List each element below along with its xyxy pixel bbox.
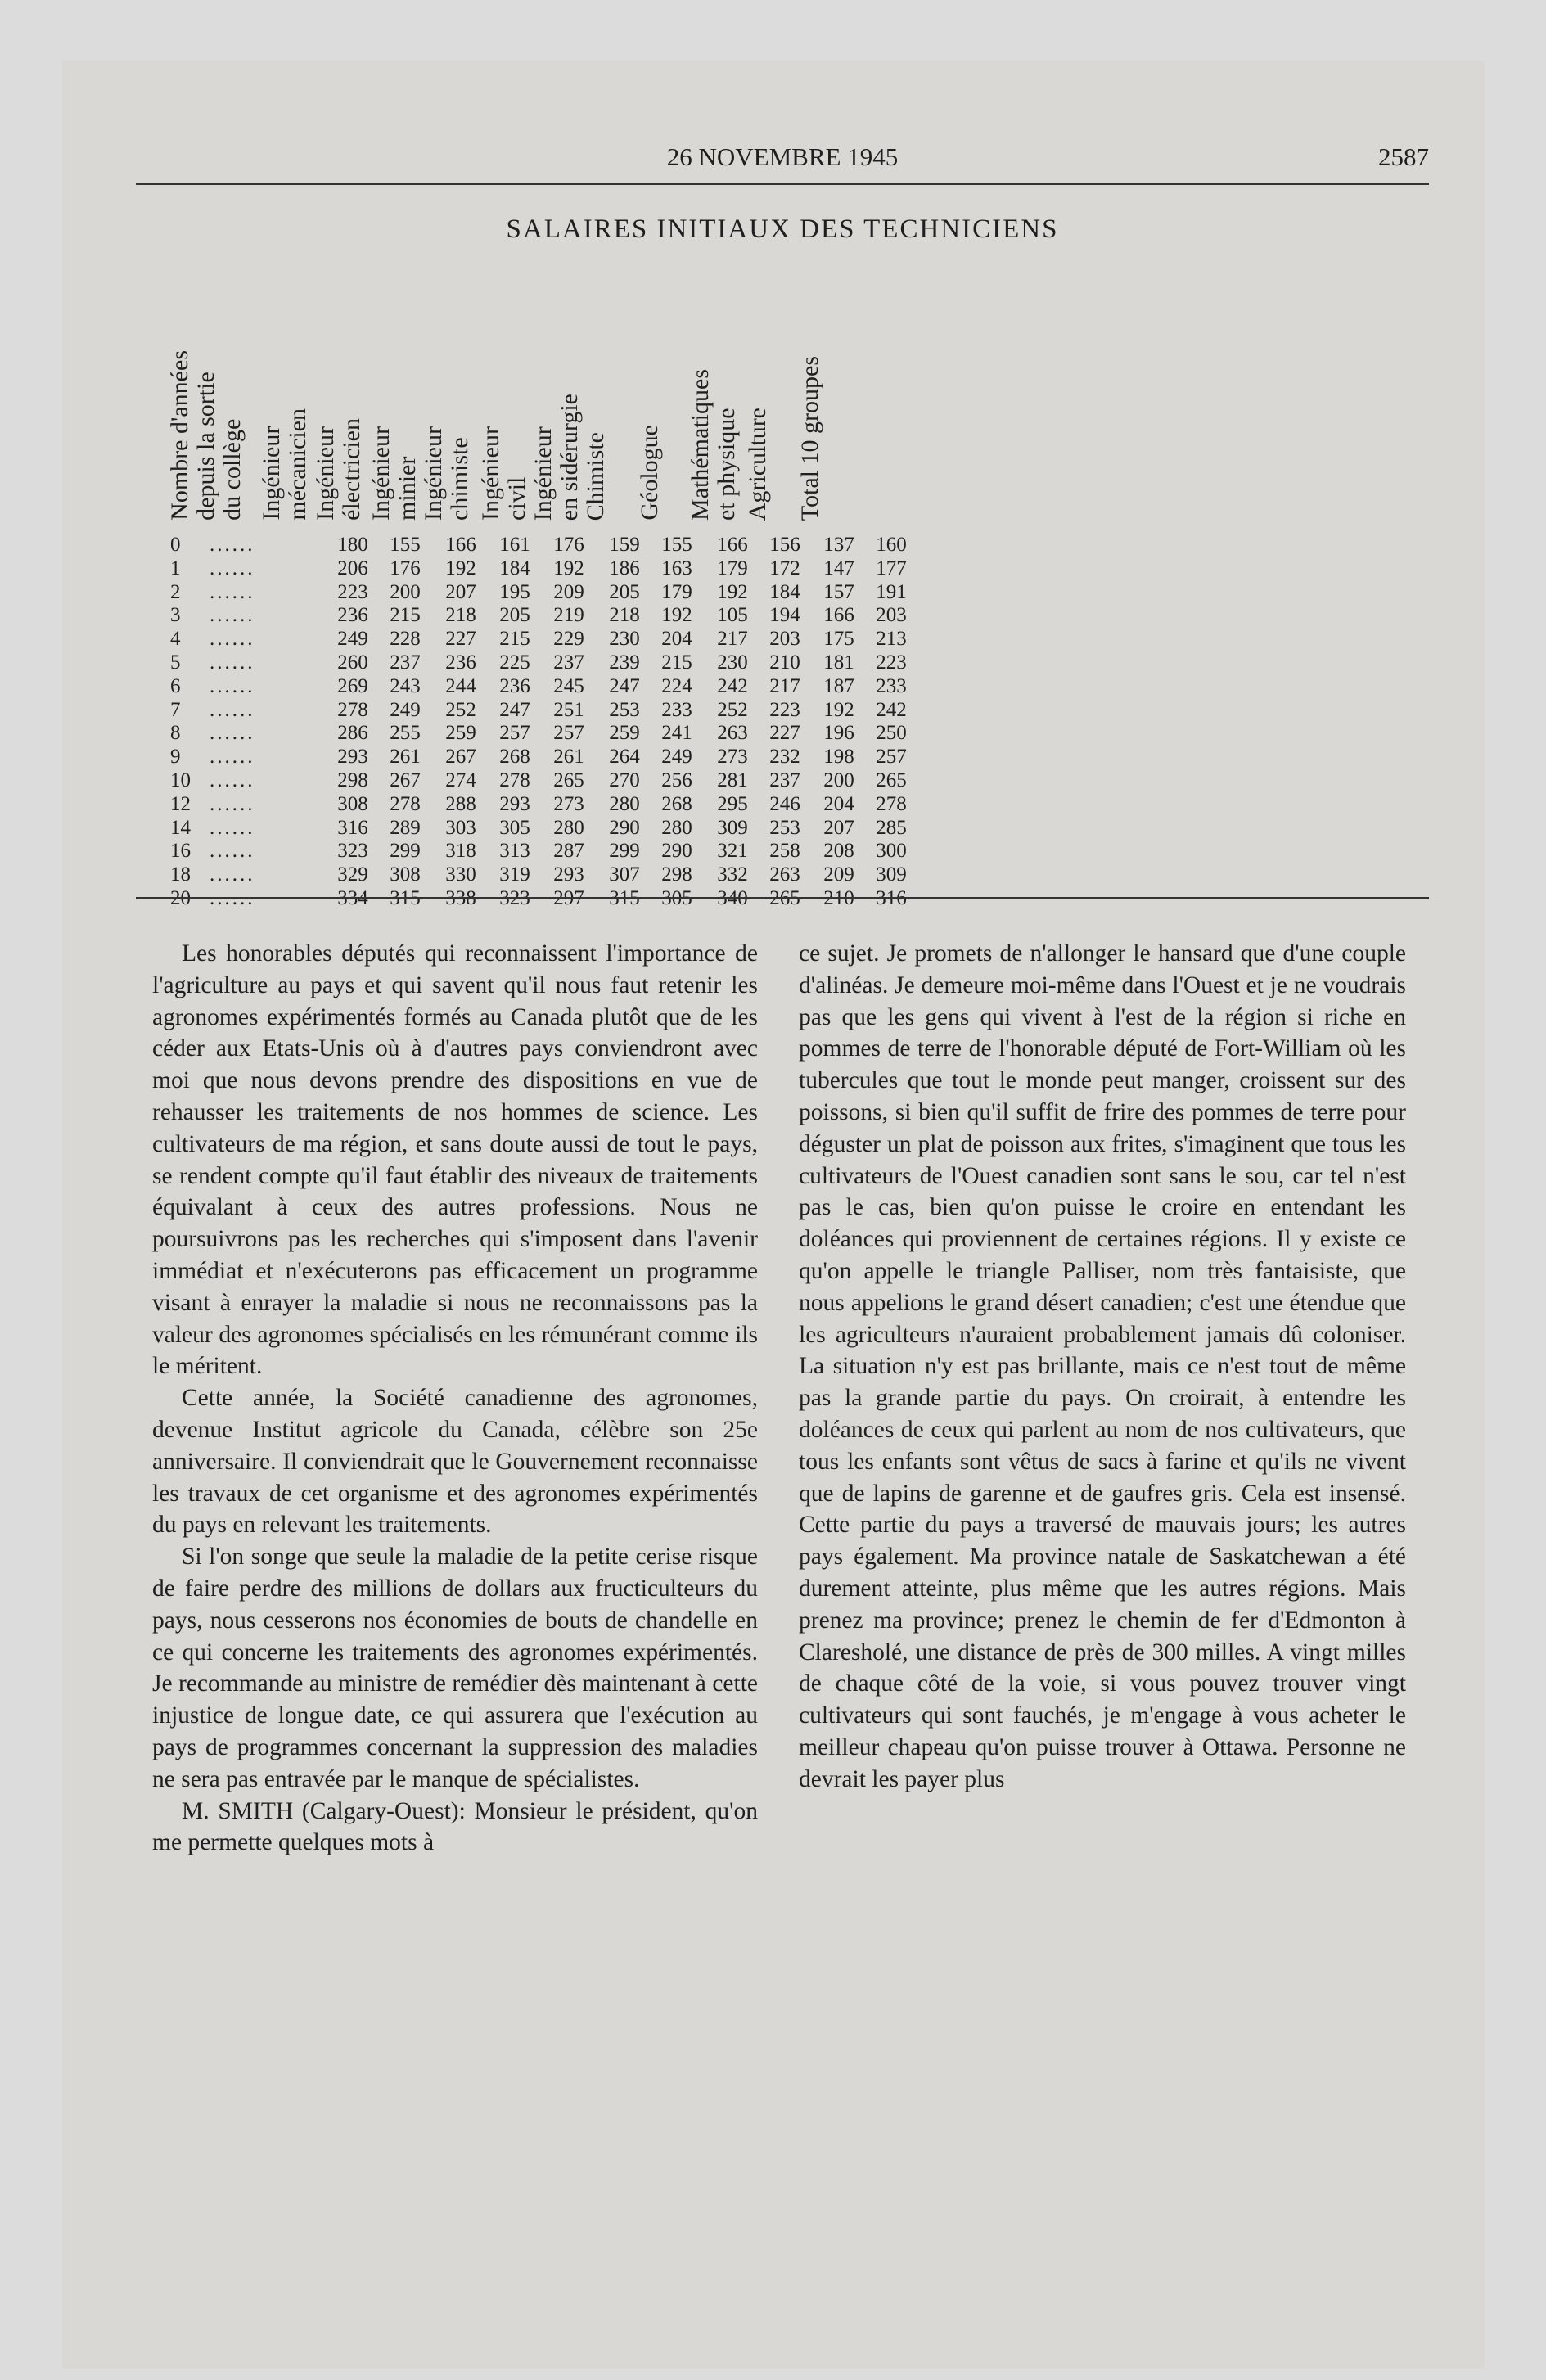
salary-cell: 267 <box>445 746 476 769</box>
salary-cell: 242 <box>717 674 748 697</box>
salary-cell: 245 <box>553 674 584 697</box>
leader-dots: ...... <box>210 746 255 769</box>
years-cell: 7 <box>170 698 181 721</box>
salary-cell: 166 <box>823 604 854 627</box>
salary-cell: 184 <box>499 557 530 579</box>
salary-cell: 230 <box>609 628 640 651</box>
salary-cell: 206 <box>337 557 368 579</box>
salary-cell: 290 <box>609 816 640 839</box>
salary-cell: 321 <box>717 840 748 863</box>
salary-cell: 192 <box>717 580 748 603</box>
salary-cell: 293 <box>499 792 530 815</box>
salary-cell: 223 <box>876 651 907 674</box>
years-cell: 16 <box>170 840 191 863</box>
salary-cell: 285 <box>876 816 907 839</box>
salary-cell: 307 <box>609 863 640 886</box>
salary-cell: 208 <box>823 840 854 863</box>
salary-cell: 218 <box>609 604 640 627</box>
salary-cell: 200 <box>390 580 421 603</box>
leader-dots: ...... <box>210 722 255 745</box>
salary-cell: 315 <box>609 887 640 909</box>
table-row <box>62 699 1485 722</box>
column-header: Total 10 groupes <box>796 355 823 521</box>
salary-cell: 334 <box>337 887 368 909</box>
salary-cell: 179 <box>717 557 748 579</box>
salary-cell: 265 <box>769 887 800 909</box>
salary-cell: 280 <box>609 792 640 815</box>
paragraph: ce sujet. Je promets de n'allonger le hansard que d'une couple d'alinéas. Je demeure moi-même dans l'Ouest et je ne voudrais pas que les gens qui vivent à l'est de la région si riche en pommes de terre de l'honorable député de Fort-William où les tubercules que tout le monde peut manger, croissent sur des poissons, si bien qu'il suffit de frire des pommes de terre pour déguster un plat de poisson aux frites, s'imaginent que tous les cultivateurs de l'Ouest canadien sont sans le sou, car tel n'est pas le cas, bien qu'on puisse le croire en entendant les doléances qui proviennent de certaines régions. Il y existe ce qu'on appelle le triangle Palliser, nom très fantaisiste, que nous appelions le grand désert canadien; c'est une étendue que les agriculteurs n'auraient probablement jamais dû coloniser. La situation n'y est pas brillante, mais ce n'est tout de même pas la grande partie du pays. On croirait, à entendre les doléances de ceux qui parlent au nom de nos cultivateurs, que tous les enfants sont vêtus de sacs à farine et qu'ils ne vivent que de lapins de garenne et de gaufres gris. Cela est insensé. Cette partie du pays a traversé de mauvais jours; les autres pays également. Ma province natale de Saskatchewan a été durement atteinte, plus même que les autres régions. Mais prenez ma province; prenez le chemin de fer d'Edmonton à Claresholé, une distance de près de 300 milles. A vingt milles de chaque côté de la voie, si vous pouvez trouver vingt cultivateurs qui sont fauchés, je m'engage à vous acheter le meilleur chapeau qu'on puisse trouver à Ottawa. Personne ne devrait les payer plus <box>799 940 1406 1792</box>
column-header: Ingénieur électricien <box>312 418 365 521</box>
salary-cell: 288 <box>445 792 476 815</box>
salary-cell: 278 <box>876 792 907 815</box>
salary-cell: 247 <box>499 698 530 721</box>
salary-cell: 209 <box>823 863 854 886</box>
salary-cell: 186 <box>609 557 640 579</box>
salary-cell: 205 <box>499 604 530 627</box>
salary-cell: 332 <box>717 863 748 886</box>
salary-cell: 192 <box>445 557 476 579</box>
salary-cell: 242 <box>876 698 907 721</box>
salary-cell: 257 <box>499 722 530 745</box>
salary-cell: 286 <box>337 722 368 745</box>
salary-cell: 329 <box>337 863 368 886</box>
salary-cell: 187 <box>823 674 854 697</box>
salary-cell: 204 <box>661 628 692 651</box>
salary-cell: 257 <box>553 722 584 745</box>
years-cell: 9 <box>170 746 181 769</box>
salary-cell: 191 <box>876 580 907 603</box>
salary-cell: 159 <box>609 534 640 556</box>
salary-cell: 273 <box>553 792 584 815</box>
salary-cell: 172 <box>769 557 800 579</box>
leader-dots: ...... <box>210 628 255 651</box>
salary-cell: 244 <box>445 674 476 697</box>
salary-cell: 177 <box>876 557 907 579</box>
years-cell: 6 <box>170 674 181 697</box>
salary-cell: 198 <box>823 746 854 769</box>
page-number: 2587 <box>1378 142 1429 171</box>
salary-cell: 209 <box>553 580 584 603</box>
salary-cell: 195 <box>499 580 530 603</box>
salary-cell: 176 <box>553 534 584 556</box>
salary-cell: 205 <box>609 580 640 603</box>
salary-cell: 239 <box>609 651 640 674</box>
salary-cell: 298 <box>661 863 692 886</box>
table-title: SALAIRES INITIAUX DES TECHNICIENS <box>506 214 1059 244</box>
salary-cell: 204 <box>823 792 854 815</box>
salary-cell: 156 <box>769 534 800 556</box>
years-cell: 4 <box>170 628 181 651</box>
salary-cell: 241 <box>661 722 692 745</box>
salary-cell: 298 <box>337 769 368 791</box>
salary-cell: 230 <box>717 651 748 674</box>
salary-cell: 247 <box>609 674 640 697</box>
salary-cell: 309 <box>717 816 748 839</box>
salary-cell: 215 <box>661 651 692 674</box>
salary-cell: 300 <box>876 840 907 863</box>
salary-cell: 250 <box>876 722 907 745</box>
salary-cell: 260 <box>337 651 368 674</box>
salary-cell: 215 <box>390 604 421 627</box>
leader-dots: ...... <box>210 557 255 579</box>
salary-cell: 225 <box>499 651 530 674</box>
salary-cell: 229 <box>553 628 584 651</box>
salary-cell: 293 <box>553 863 584 886</box>
table-row <box>62 722 1485 745</box>
salary-cell: 299 <box>609 840 640 863</box>
salary-cell: 274 <box>445 769 476 791</box>
salary-cell: 236 <box>445 651 476 674</box>
leader-dots: ...... <box>210 792 255 815</box>
years-cell: 18 <box>170 863 191 886</box>
salary-cell: 181 <box>823 651 854 674</box>
salary-cell: 252 <box>717 698 748 721</box>
salary-cell: 249 <box>661 746 692 769</box>
salary-cell: 273 <box>717 746 748 769</box>
salary-cell: 237 <box>553 651 584 674</box>
paragraph: Si l'on songe que seule la maladie de la petite cerise risque de faire perdre des millions de dollars aux fructiculteurs du pays, nous cesserons nos économies de bouts de chandelle en ce qui concerne les traitements des agronomes expérimentés. Je recommande au ministre de remédier dès maintenant à cette injustice de longue date, ce qui assurera que l'exécution au pays de programmes concernant la suppression des maladies ne sera pas entravée par le manque de spécialistes. <box>152 1544 758 1792</box>
salary-cell: 287 <box>553 840 584 863</box>
salary-cell: 215 <box>499 628 530 651</box>
salary-cell: 315 <box>390 887 421 909</box>
table-row <box>62 628 1485 651</box>
salary-cell: 318 <box>445 840 476 863</box>
salary-cell: 263 <box>717 722 748 745</box>
salary-cell: 330 <box>445 863 476 886</box>
years-cell: 12 <box>170 792 191 815</box>
salary-cell: 308 <box>337 792 368 815</box>
salary-cell: 105 <box>717 604 748 627</box>
salary-cell: 166 <box>445 534 476 556</box>
salary-cell: 237 <box>390 651 421 674</box>
salary-cell: 223 <box>337 580 368 603</box>
salary-cell: 281 <box>717 769 748 791</box>
salary-cell: 213 <box>876 628 907 651</box>
salary-cell: 289 <box>390 816 421 839</box>
salary-cell: 163 <box>661 557 692 579</box>
salary-cell: 192 <box>553 557 584 579</box>
salary-cell: 137 <box>823 534 854 556</box>
salary-cell: 210 <box>823 887 854 909</box>
leader-dots: ...... <box>210 769 255 791</box>
leader-dots: ...... <box>210 651 255 674</box>
salary-cell: 251 <box>553 698 584 721</box>
salary-cell: 308 <box>390 863 421 886</box>
column-header: Mathématiques et physique <box>687 369 740 521</box>
salary-cell: 297 <box>553 887 584 909</box>
leader-dots: ...... <box>210 887 255 909</box>
salary-cell: 155 <box>390 534 421 556</box>
salary-cell: 261 <box>390 746 421 769</box>
salary-cell: 232 <box>769 746 800 769</box>
salary-cell: 268 <box>499 746 530 769</box>
leader-dots: ...... <box>210 816 255 839</box>
table-row <box>62 557 1485 580</box>
salary-cell: 265 <box>553 769 584 791</box>
salary-cell: 203 <box>769 628 800 651</box>
salary-cell: 264 <box>609 746 640 769</box>
table-row <box>62 746 1485 769</box>
salary-cell: 305 <box>661 887 692 909</box>
salary-cell: 259 <box>609 722 640 745</box>
salary-cell: 265 <box>876 769 907 791</box>
salary-cell: 194 <box>769 604 800 627</box>
years-cell: 20 <box>170 887 191 909</box>
salary-cell: 316 <box>876 887 907 909</box>
years-cell: 5 <box>170 651 181 674</box>
salary-cell: 340 <box>717 887 748 909</box>
salary-cell: 160 <box>876 534 907 556</box>
paragraph: Les honorables députés qui reconnaissent l'importance de l'agriculture au pays et qui savent qu'il nous faut retenir les agronomes expérimentés formés au Canada plutôt que de les céder aux Etats-Unis où à d'autres pays conviendront avec moi que nous devons prendre des dispositions en vue de rehausser les traitements de nos hommes de science. Les cultivateurs de ma région, et sans doute aussi de tout le pays, se rendent compte qu'il faut établir des niveaux de traitements équivalant à ceux des autres professions. Nous ne poursuivrons pas les recherches qui s'imposent dans l'avenir immédiat et n'exécuterons pas efficacement un programme visant à enrayer la maladie si nous ne reconnaissons pas la valeur des agronomes spécialisés en les rémunérant comme ils le méritent. <box>152 940 758 1380</box>
salary-cell: 192 <box>661 604 692 627</box>
text-column-left <box>152 938 758 1859</box>
salary-cell: 227 <box>445 628 476 651</box>
years-cell: 10 <box>170 769 191 791</box>
text-column-right <box>799 938 1406 1796</box>
salary-cell: 243 <box>390 674 421 697</box>
column-header: Nombre d'années depuis la sortie du collège <box>166 350 246 521</box>
salary-cell: 155 <box>661 534 692 556</box>
salary-cell: 233 <box>661 698 692 721</box>
years-cell: 2 <box>170 580 181 603</box>
salary-cell: 236 <box>337 604 368 627</box>
salary-cell: 207 <box>823 816 854 839</box>
column-header: Ingénieur en sidérurgie <box>530 393 583 521</box>
table-row <box>62 817 1485 840</box>
table-row <box>62 840 1485 863</box>
table-row <box>62 604 1485 627</box>
salary-cell: 249 <box>390 698 421 721</box>
salary-cell: 257 <box>876 746 907 769</box>
table-column-headers <box>62 250 1485 521</box>
salary-cell: 147 <box>823 557 854 579</box>
leader-dots: ...... <box>210 580 255 603</box>
salary-cell: 309 <box>876 863 907 886</box>
years-cell: 0 <box>170 534 181 556</box>
paragraph: M. SMITH (Calgary-Ouest): Monsieur le président, qu'on me permette quelques mots à <box>152 1797 758 1856</box>
table-bottom-rule <box>136 897 1429 899</box>
salary-cell: 278 <box>390 792 421 815</box>
salary-cell: 258 <box>769 840 800 863</box>
salary-cell: 253 <box>609 698 640 721</box>
salary-cell: 166 <box>717 534 748 556</box>
years-cell: 1 <box>170 557 181 579</box>
leader-dots: ...... <box>210 674 255 697</box>
table-row <box>62 793 1485 816</box>
salary-cell: 338 <box>445 887 476 909</box>
table-row <box>62 675 1485 698</box>
salary-cell: 319 <box>499 863 530 886</box>
column-header: Ingénieur civil <box>477 426 530 521</box>
column-header: Géologue <box>636 425 663 521</box>
column-header: Ingénieur chimiste <box>420 426 473 521</box>
salary-cell: 323 <box>337 840 368 863</box>
salary-cell: 316 <box>337 816 368 839</box>
years-cell: 8 <box>170 722 181 745</box>
salary-cell: 217 <box>717 628 748 651</box>
leader-dots: ...... <box>210 534 255 556</box>
salary-cell: 299 <box>390 840 421 863</box>
salary-cell: 207 <box>445 580 476 603</box>
leader-dots: ...... <box>210 698 255 721</box>
salary-cell: 280 <box>553 816 584 839</box>
salary-cell: 184 <box>769 580 800 603</box>
salary-cell: 233 <box>876 674 907 697</box>
salary-cell: 270 <box>609 769 640 791</box>
column-header: Chimiste <box>582 431 609 521</box>
salary-cell: 259 <box>445 722 476 745</box>
salary-cell: 236 <box>499 674 530 697</box>
salary-cell: 268 <box>661 792 692 815</box>
salary-cell: 267 <box>390 769 421 791</box>
header-date: 26 NOVEMBRE 1945 <box>666 142 899 171</box>
salary-cell: 246 <box>769 792 800 815</box>
column-header: Ingénieur mécanicien <box>258 408 311 521</box>
salary-cell: 253 <box>769 816 800 839</box>
years-cell: 3 <box>170 604 181 627</box>
salary-cell: 255 <box>390 722 421 745</box>
table-row <box>62 769 1485 792</box>
table-row <box>62 581 1485 604</box>
salary-cell: 175 <box>823 628 854 651</box>
salary-cell: 256 <box>661 769 692 791</box>
salary-cell: 323 <box>499 887 530 909</box>
salary-cell: 223 <box>769 698 800 721</box>
salary-cell: 269 <box>337 674 368 697</box>
salary-cell: 263 <box>769 863 800 886</box>
document-page <box>62 61 1485 2369</box>
salary-cell: 161 <box>499 534 530 556</box>
header-rule <box>136 183 1429 185</box>
salary-cell: 200 <box>823 769 854 791</box>
salary-cell: 157 <box>823 580 854 603</box>
salary-cell: 227 <box>769 722 800 745</box>
salary-cell: 192 <box>823 698 854 721</box>
salary-cell: 217 <box>769 674 800 697</box>
page-header <box>136 142 1429 175</box>
salary-cell: 180 <box>337 534 368 556</box>
column-header: Ingénieur minier <box>367 426 421 521</box>
table-row <box>62 534 1485 557</box>
leader-dots: ...... <box>210 863 255 886</box>
salary-cell: 305 <box>499 816 530 839</box>
salary-cell: 261 <box>553 746 584 769</box>
salary-cell: 278 <box>337 698 368 721</box>
salary-cell: 219 <box>553 604 584 627</box>
salary-cell: 313 <box>499 840 530 863</box>
salary-cell: 290 <box>661 840 692 863</box>
column-header: Agriculture <box>744 407 771 521</box>
salary-cell: 280 <box>661 816 692 839</box>
salary-cell: 278 <box>499 769 530 791</box>
salary-cell: 224 <box>661 674 692 697</box>
salary-cell: 210 <box>769 651 800 674</box>
salary-cell: 218 <box>445 604 476 627</box>
salary-cell: 252 <box>445 698 476 721</box>
salary-cell: 203 <box>876 604 907 627</box>
salary-cell: 228 <box>390 628 421 651</box>
salary-cell: 303 <box>445 816 476 839</box>
salary-cell: 176 <box>390 557 421 579</box>
salary-cell: 293 <box>337 746 368 769</box>
salary-cell: 295 <box>717 792 748 815</box>
table-row <box>62 651 1485 674</box>
leader-dots: ...... <box>210 840 255 863</box>
salary-cell: 196 <box>823 722 854 745</box>
years-cell: 14 <box>170 816 191 839</box>
paragraph: Cette année, la Société canadienne des agronomes, devenue Institut agricole du Canada, célèbre son 25e anniversaire. Il conviendrait que le Gouvernement reconnaisse les travaux de cet organisme et des agronomes expérimentés du pays en relevant les traitements. <box>152 1385 758 1539</box>
salary-cell: 179 <box>661 580 692 603</box>
salary-cell: 237 <box>769 769 800 791</box>
leader-dots: ...... <box>210 604 255 627</box>
salary-cell: 249 <box>337 628 368 651</box>
table-row <box>62 863 1485 886</box>
